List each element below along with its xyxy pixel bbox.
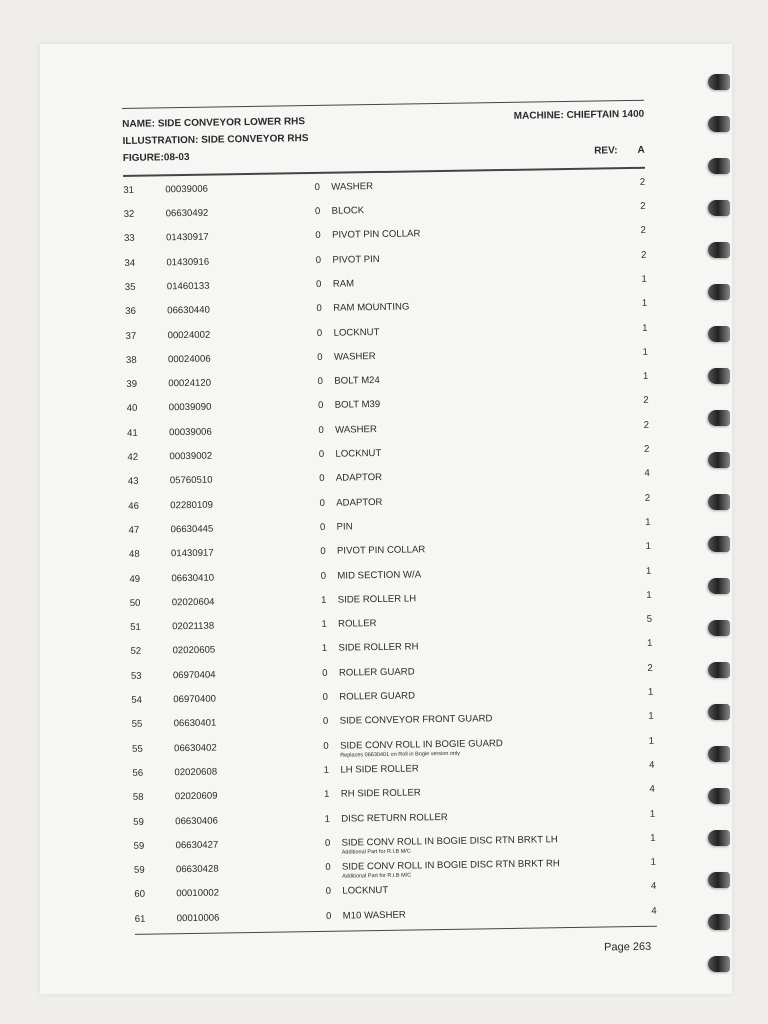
name-line — [122, 117, 305, 131]
item-description: ADAPTOR — [335, 472, 383, 485]
item-quantity: 1 — [641, 273, 647, 285]
item-description: PIVOT PIN COLLAR — [336, 544, 426, 557]
binding-ring — [708, 116, 730, 132]
item-quantity: 2 — [640, 200, 646, 212]
item-ref: 33 — [123, 233, 135, 245]
binding-ring — [708, 368, 730, 384]
item-flag: 1 — [321, 643, 328, 655]
rev-line — [594, 145, 645, 157]
illustration-label: ILLUSTRATION: — [122, 135, 199, 148]
part-number: 02021138 — [172, 620, 215, 633]
item-ref: 59 — [133, 816, 144, 828]
binding-ring — [708, 830, 730, 846]
machine-line — [514, 109, 645, 122]
item-description: PIVOT PIN — [332, 253, 380, 266]
item-description: LOCKNUT — [342, 885, 389, 898]
spiral-binding — [702, 74, 732, 994]
item-flag: 0 — [314, 181, 321, 193]
item-ref: 42 — [127, 451, 139, 464]
item-ref: 55 — [131, 743, 143, 755]
binding-ring — [708, 326, 730, 342]
item-quantity: 1 — [641, 298, 648, 310]
binding-ring — [708, 284, 730, 300]
item-description: LOCKNUT — [335, 448, 382, 460]
item-flag: 0 — [314, 205, 321, 218]
part-number: 01430917 — [165, 232, 209, 244]
item-description: SIDE CONVEYOR FRONT GUARD — [339, 713, 493, 727]
binding-ring — [708, 158, 730, 174]
item-quantity: 4 — [651, 905, 657, 917]
part-number: 00010006 — [176, 912, 220, 924]
item-flag: 0 — [317, 376, 324, 388]
item-ref: 46 — [128, 500, 140, 512]
item-flag: 0 — [315, 254, 322, 266]
item-description — [341, 834, 558, 855]
part-number: 02020609 — [174, 790, 218, 803]
part-number: 06630440 — [167, 304, 210, 317]
binding-ring — [708, 536, 730, 552]
item-flag: 0 — [322, 667, 328, 679]
item-description: LH SIDE ROLLER — [340, 763, 419, 776]
binding-ring — [708, 788, 730, 804]
part-number: 02280109 — [170, 499, 214, 511]
item-flag: 0 — [316, 327, 323, 339]
binding-ring — [708, 494, 730, 510]
item-flag: 0 — [320, 546, 326, 558]
item-description: LOCKNUT — [333, 326, 380, 339]
item-ref: 51 — [130, 621, 141, 634]
item-quantity: 1 — [645, 565, 652, 577]
parts-header — [122, 101, 645, 175]
item-ref: 59 — [133, 840, 145, 852]
binding-ring — [708, 704, 730, 720]
item-ref: 55 — [131, 719, 143, 731]
part-number: 06630492 — [165, 207, 209, 220]
item-ref: 47 — [128, 524, 140, 536]
item-note: Additional Part for R.I.B M/C — [341, 848, 411, 856]
item-description: SIDE ROLLER RH — [338, 641, 419, 655]
item-quantity: 1 — [647, 638, 653, 650]
machine-value: CHIEFTAIN 1400 — [566, 109, 645, 122]
item-quantity: 1 — [650, 856, 657, 868]
item-description: PIN — [336, 521, 353, 533]
item-quantity: 2 — [643, 419, 650, 431]
item-flag: 0 — [317, 400, 324, 412]
item-ref: 49 — [129, 573, 141, 585]
binding-ring — [708, 74, 730, 90]
item-flag: 0 — [322, 716, 329, 728]
item-quantity: 1 — [647, 686, 654, 698]
item-flag: 0 — [324, 837, 331, 849]
item-flag: 0 — [319, 497, 325, 509]
part-number: 00010002 — [176, 887, 220, 900]
item-ref: 31 — [123, 184, 135, 196]
item-ref: 56 — [132, 767, 144, 779]
binding-ring — [708, 662, 730, 678]
binding-ring — [708, 578, 730, 594]
page-number: Page 263 — [604, 941, 652, 954]
item-ref: 61 — [134, 913, 146, 925]
item-quantity: 2 — [643, 443, 650, 455]
part-number: 06630427 — [175, 839, 219, 852]
figure-value: 08-03 — [163, 152, 190, 164]
item-description: M10 WASHER — [342, 909, 406, 922]
item-ref: 41 — [127, 427, 138, 439]
item-quantity: 1 — [650, 832, 656, 844]
item-flag: 1 — [324, 813, 330, 825]
item-description: BOLT M24 — [334, 375, 380, 387]
item-flag: 1 — [320, 594, 327, 606]
figure-label: FIGURE: — [122, 152, 164, 165]
item-description: ADAPTOR — [336, 496, 383, 509]
item-description: BLOCK — [331, 205, 365, 217]
item-description: RAM — [332, 278, 355, 290]
item-ref: 43 — [127, 476, 139, 488]
machine-label: MACHINE: — [513, 110, 564, 123]
binding-ring — [708, 200, 730, 216]
item-flag: 0 — [318, 424, 324, 436]
item-description: PIVOT PIN COLLAR — [331, 228, 421, 242]
part-number: 00024006 — [167, 353, 211, 366]
binding-ring — [708, 620, 730, 636]
item-ref: 53 — [130, 670, 142, 682]
item-description — [340, 738, 503, 759]
item-flag: 0 — [317, 351, 323, 363]
item-ref: 54 — [131, 694, 143, 706]
item-quantity: 1 — [642, 322, 648, 334]
item-description-text: SIDE CONV ROLL IN BOGIE GUARD — [339, 737, 503, 752]
item-ref: 48 — [128, 549, 140, 561]
binding-ring — [708, 914, 730, 930]
part-number: 00024120 — [168, 377, 212, 390]
item-ref: 40 — [126, 403, 138, 415]
item-flag: 0 — [319, 473, 325, 485]
item-description: ROLLER GUARD — [339, 690, 416, 703]
item-flag: 0 — [320, 570, 327, 582]
item-ref: 37 — [125, 330, 137, 342]
item-quantity: 2 — [640, 225, 647, 237]
item-quantity: 1 — [648, 711, 654, 723]
part-number: 01460133 — [166, 280, 210, 293]
item-quantity: 4 — [648, 759, 655, 771]
item-ref: 50 — [129, 597, 141, 609]
item-description — [342, 858, 560, 879]
part-number: 06970400 — [173, 693, 217, 706]
part-number: 06630401 — [173, 717, 217, 730]
illustration-value: SIDE CONVEYOR RHS — [201, 133, 309, 147]
part-number: 05760510 — [169, 474, 213, 487]
item-quantity: 2 — [647, 662, 653, 674]
item-flag: 1 — [323, 764, 330, 776]
item-description: WASHER — [331, 180, 374, 193]
item-description: BOLT M39 — [334, 399, 381, 412]
part-number: 00039090 — [168, 402, 212, 414]
page-footer — [135, 933, 658, 981]
part-number: 06630428 — [175, 863, 219, 876]
part-number: 02020604 — [171, 596, 215, 609]
item-ref: 38 — [125, 354, 137, 366]
item-flag: 0 — [323, 740, 329, 752]
item-flag: 1 — [321, 618, 327, 631]
item-flag: 0 — [319, 521, 326, 533]
item-description-text: SIDE CONV ROLL IN BOGIE DISC RTN BRKT LH — [341, 834, 558, 849]
item-ref: 60 — [134, 889, 146, 901]
part-number: 01430917 — [170, 547, 214, 560]
item-flag: 0 — [322, 691, 329, 703]
item-ref: 32 — [123, 208, 135, 221]
item-description: RAM MOUNTING — [333, 301, 410, 314]
item-flag: 0 — [325, 861, 331, 873]
item-quantity: 1 — [649, 808, 656, 820]
item-quantity: 1 — [645, 540, 652, 553]
item-flag: 1 — [324, 789, 330, 801]
part-number: 00024002 — [167, 329, 211, 341]
item-description-text: SIDE CONV ROLL IN BOGIE DISC RTN BRKT RH — [341, 858, 560, 873]
item-ref: 58 — [132, 791, 144, 804]
parts-list — [122, 100, 658, 981]
part-number: 02020608 — [174, 766, 218, 779]
item-note: Additional Part for R.I.B M/C — [342, 872, 412, 880]
figure-line — [123, 152, 190, 164]
part-number: 00039006 — [165, 183, 209, 196]
name-label: NAME: — [122, 118, 156, 131]
item-description: MID SECTION W/A — [337, 568, 422, 582]
part-number: 06630445 — [170, 523, 214, 536]
item-description: WASHER — [333, 350, 376, 363]
item-quantity: 1 — [645, 516, 651, 528]
item-flag: 0 — [325, 886, 332, 898]
item-quantity: 2 — [643, 395, 649, 407]
binding-ring — [708, 410, 730, 426]
item-quantity: 2 — [639, 176, 646, 188]
item-ref: 52 — [130, 646, 142, 658]
item-flag: 0 — [318, 448, 325, 460]
item-quantity: 2 — [644, 492, 651, 504]
item-quantity: 1 — [648, 735, 655, 747]
rev-value: A — [637, 145, 645, 157]
part-number: 00039002 — [169, 450, 213, 463]
item-description: WASHER — [334, 423, 377, 436]
rev-label: REV: — [594, 145, 618, 157]
item-description: ROLLER GUARD — [338, 666, 415, 679]
item-note: Replaces 06630401 on Roll in Bogie version only — [340, 750, 461, 759]
part-number: 06630410 — [171, 572, 215, 584]
part-number: 00039006 — [169, 426, 212, 439]
binding-ring — [708, 746, 730, 762]
item-ref: 35 — [124, 281, 136, 293]
part-number: 06970404 — [172, 669, 216, 681]
item-description: ROLLER — [338, 618, 377, 630]
item-quantity: 2 — [640, 249, 647, 261]
item-description: SIDE ROLLER LH — [337, 593, 417, 606]
item-ref: 36 — [125, 306, 136, 318]
item-description: DISC RETURN ROLLER — [341, 811, 448, 825]
binding-ring — [708, 956, 730, 972]
item-quantity: 4 — [649, 783, 655, 796]
document-page — [40, 44, 732, 994]
item-ref: 34 — [124, 257, 136, 269]
item-ref: 59 — [133, 864, 145, 876]
item-flag: 0 — [315, 230, 321, 242]
item-ref: 39 — [126, 378, 138, 391]
item-quantity: 4 — [644, 468, 650, 480]
item-quantity: 1 — [642, 370, 649, 383]
item-quantity: 5 — [646, 613, 653, 625]
binding-ring — [708, 452, 730, 468]
part-number: 02020605 — [172, 645, 216, 657]
parts-rows — [123, 173, 657, 934]
binding-ring — [708, 872, 730, 888]
binding-ring — [708, 242, 730, 258]
item-quantity: 1 — [642, 346, 648, 358]
illustration-line — [122, 133, 308, 147]
item-quantity: 1 — [646, 589, 652, 601]
item-flag: 0 — [316, 278, 322, 290]
item-flag: 0 — [316, 303, 322, 315]
name-value: SIDE CONVEYOR LOWER RHS — [157, 116, 306, 130]
item-quantity: 4 — [650, 881, 657, 893]
part-number: 06630406 — [175, 815, 218, 827]
part-number: 01430916 — [166, 256, 210, 268]
item-flag: 0 — [325, 910, 332, 922]
part-number: 06630402 — [173, 742, 217, 754]
item-description: RH SIDE ROLLER — [340, 787, 421, 800]
